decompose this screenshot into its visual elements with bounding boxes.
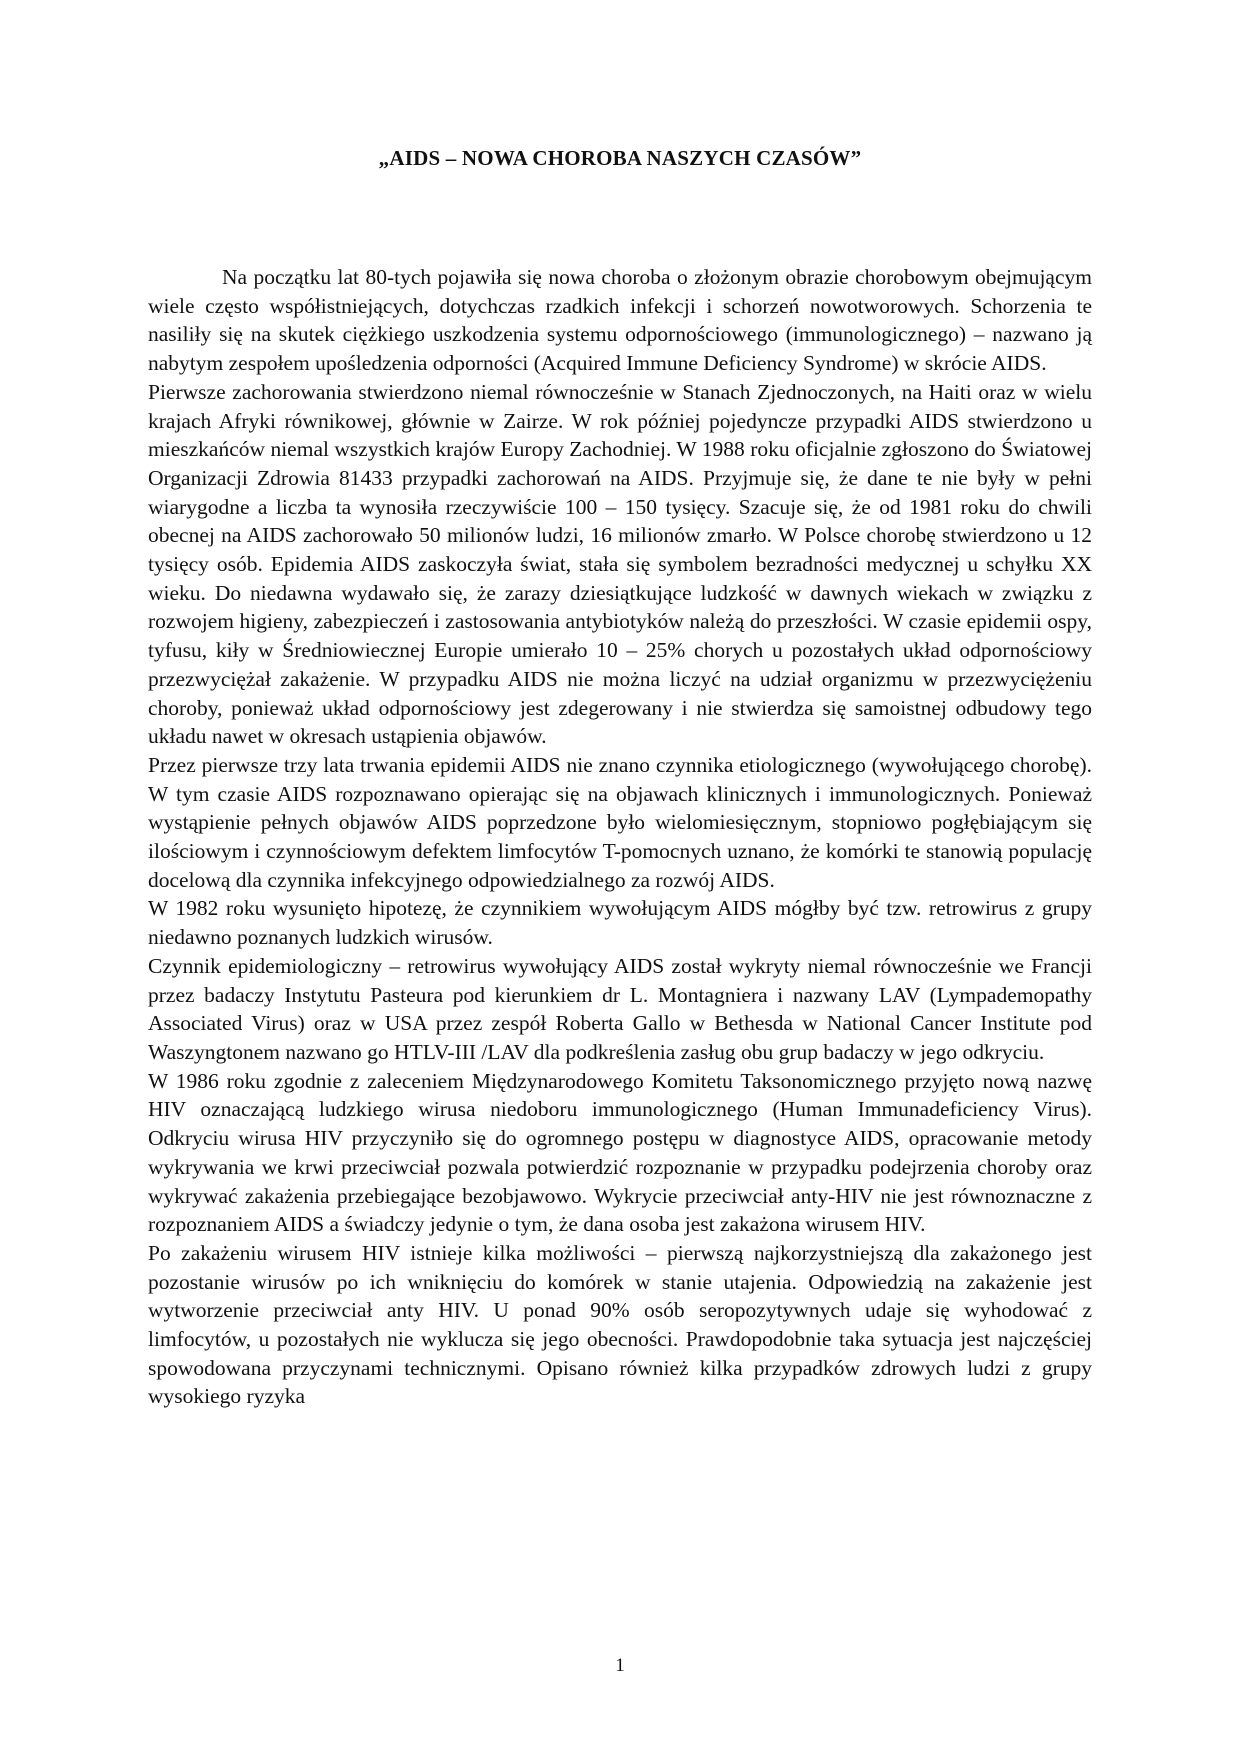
paragraph-etiology: Przez pierwsze trzy lata trwania epidemii AIDS nie znano czynnika etiologicznego (wywołującego chorobę). W tym czasie AIDS rozpoznawano opierając się na objawach klinicznych i immunologicznych. Ponieważ wystąpienie pełnych objawów AIDS poprzedzone było wielomiesięcznym, stopniowo pogłębiającym się ilościowym i czynnościowym defektem limfocytów T-pomocnych uznano, że komórki te stanowią populację docelową dla czynnika infekcyjnego odpowiedzialnego za rozwój AIDS. bbox=[148, 752, 1092, 892]
paragraph-discovery: Czynnik epidemiologiczny – retrowirus wywołujący AIDS został wykryty niemal równocześnie we Francji przez badaczy Instytutu Pasteura pod kierunkiem dr L. Montagniera i nazwany LAV (Lympademopathy Associated Virus) oraz w USA przez zespół Roberta Gallo w Bethesda w National Cancer Institute pod Waszyngtonem nazwano go HTLV-III /LAV dla podkreślenia zasług obu grup badaczy w jego odkryciu. bbox=[148, 953, 1092, 1064]
paragraph-first-cases: Pierwsze zachorowania stwierdzono niemal równocześnie w Stanach Zjednoczonych, na Haiti oraz w wielu krajach Afryki równikowej, głównie w Zairze. W rok później pojedyncze przypadki AIDS stwierdzono u mieszkańców niemal wszystkich krajów Europy Zachodniej. W 1988 roku oficjalnie zgłoszono do Światowej Organizacji Zdrowia 81433 przypadki zachorowań na AIDS. Przyjmuje się, że dane te nie były w pełni wiarygodne a liczba ta wynosiła rzeczywiście 100 – 150 tysięcy. Szacuje się, że od 1981 roku do chwili obecnej na AIDS zachorowało 50 milionów ludzi, 16 milionów zmarło. W Polsce chorobę stwierdzono u 12 tysięcy osób. Epidemia AIDS zaskoczyła świat, stała się symbolem bezradności medycznej u schyłku XX wieku. Do niedawna wydawało się, że zarazy dziesiątkujące ludzkość w dawnych wiekach w związku z rozwojem higieny, zabezpieczeń i zastosowania antybiotyków należą do przeszłości. W czasie epidemii ospy, tyfusu, kiły w Średniowiecznej Europie umierało 10 – 25% chorych u pozostałych układ odpornościowy przezwyciężał zakażenie. W przypadku AIDS nie można liczyć na udział organizmu w przezwyciężeniu choroby, ponieważ układ odpornościowy jest zdegerowany i nie stwierdza się samoistnej odbudowy tego układu nawet w okresach ustąpienia objawów. bbox=[148, 379, 1092, 749]
body-text bbox=[148, 263, 1092, 1411]
paragraph-hiv-name: W 1986 roku zgodnie z zaleceniem Międzynarodowego Komitetu Taksonomicznego przyjęto nową nazwę HIV oznaczającą ludzkiego wirusa niedoboru immunologicznego (Human Immunadeficiency Virus). Odkryciu wirusa HIV przyczyniło się do ogromnego postępu w diagnostyce AIDS, opracowanie metody wykrywania we krwi przeciwciał pozwala potwierdzić rozpoznanie w przypadku podejrzenia choroby oraz wykrywać zakażenia przebiegające bezobjawowo. Wykrycie przeciwciał anty-HIV nie jest równoznaczne z rozpoznaniem AIDS a świadczy jedynie o tym, że dana osoba jest zakażona wirusem HIV. bbox=[148, 1068, 1092, 1237]
page-title: „AIDS – NOWA CHOROBA NASZYCH CZASÓW” bbox=[378, 146, 862, 170]
paragraph-infection-outcomes: Po zakażeniu wirusem HIV istnieje kilka możliwości – pierwszą najkorzystniejszą dla zakażonego jest pozostanie wirusów po ich wniknięciu do komórek w stanie utajenia. Odpowiedzią na zakażenie jest wytworzenie przeciwciał anty HIV. U ponad 90% osób seropozytywnych udaje się wyhodować z limfocytów, u pozostałych nie wyklucza się jego obecności. Prawdopodobnie taka sytuacja jest najczęściej spowodowana przyczynami technicznymi. Opisano również kilka przypadków zdrowych ludzi z grupy wysokiego ryzyka bbox=[148, 1240, 1092, 1409]
page-number: 1 bbox=[615, 1655, 625, 1676]
paragraph-hypothesis: W 1982 roku wysunięto hipotezę, że czynnikiem wywołującym AIDS mógłby być tzw. retrowirus z grupy niedawno poznanych ludzkich wirusów. bbox=[148, 896, 1092, 950]
paragraph-intro: Na początku lat 80-tych pojawiła się nowa choroba o złożonym obrazie chorobowym obejmującym wiele często współistniejących, dotychczas rzadkich infekcji i schorzeń nowotworowych. Schorzenia te nasiliły się na skutek ciężkiego uszkodzenia systemu odpornościowego (immunologicznego) – nazwano ją nabytym zespołem upośledzenia odporności (Acquired Immune Deficiency Syndrome) w skrócie AIDS. bbox=[148, 265, 1092, 376]
